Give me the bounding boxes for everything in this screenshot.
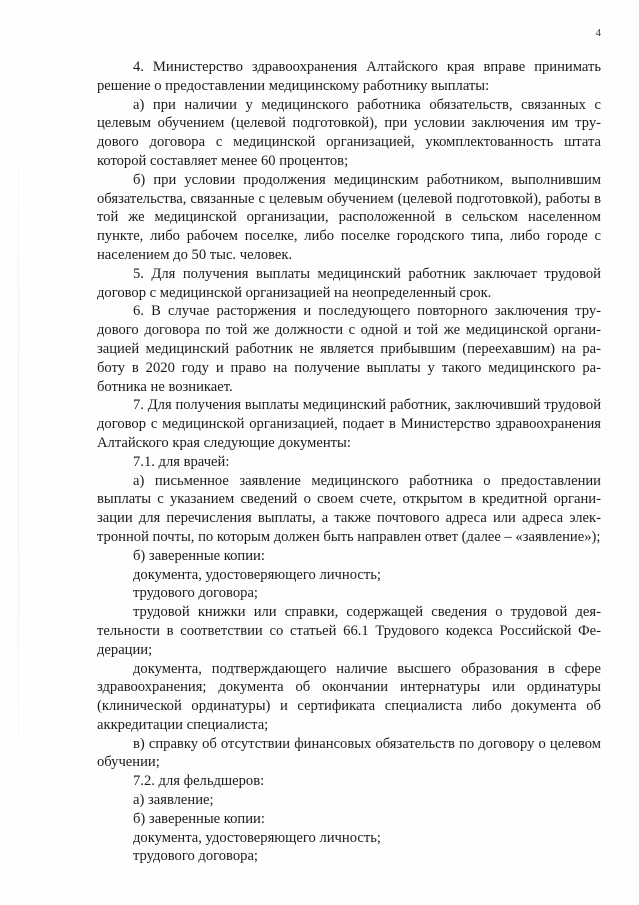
paragraph-7-2a: а) заявление;	[133, 792, 214, 809]
paragraph-7-1a: а) письменное заявление медицинского работника о предоставлении выплаты с указанием сведений о своем счете, открытом в кредитной организации для перечисления выплаты, а также почтового адреса или адреса электронной почты, по которым должен быть направлен ответ (далее – «заявление»);	[97, 472, 601, 545]
paragraph-7-1b-contract: трудового договора;	[133, 585, 258, 602]
document-body	[97, 58, 601, 866]
paragraph-4a: а) при наличии у медицинского работника обязательств, связанных с целевым обучением (целевой подготовкой), при условии заключения им трудового договора с медицинской организацией, укомплектованность штата которой составляет менее 60 процентов;	[97, 96, 601, 169]
paragraph-7-1b-workbook: трудовой книжки или справки, содержащей сведения о трудовой деятельности в соответствии со статьей 66.1 Трудового кодекса Российской Федерации;	[97, 604, 601, 658]
paragraph-7-1b-education: документа, подтверждающего наличие высшего образования в сфере здравоохранения; документа об окончании интернатуры или ординатуры (клинической ординатуры) и сертификата специалиста либо документа об аккредитации специалиста;	[97, 660, 601, 733]
paragraph-7-2b-id: документа, удостоверяющего личность;	[133, 829, 381, 846]
paragraph-7-2b: б) заверенные копии:	[133, 810, 265, 827]
paragraph-7-1b: б) заверенные копии:	[133, 547, 265, 564]
paragraph-7-2b-contract: трудового договора;	[133, 848, 258, 865]
paragraph-6: 6. В случае расторжения и последующего повторного заключения трудового договора по той же должности с одной и той же медицинской организацией медицинский работник не является прибывшим (переехавшим) на работу в 2020 году и право на получение выплаты у такого медицинского работника не возникает.	[97, 303, 601, 395]
paragraph-7-1c: в) справку об отсутствии финансовых обязательств по договору о целевом обучении;	[97, 735, 601, 771]
paragraph-5: 5. Для получения выплаты медицинский работник заключает трудовой договор с медицинской организацией на неопределенный срок.	[97, 265, 601, 301]
paragraph-7: 7. Для получения выплаты медицинский работник, заключивший трудовой договор с медицинской организацией, подает в Министерство здравоохранения Алтайского края следующие документы:	[97, 397, 601, 451]
scan-edge-shadow	[18, 0, 19, 905]
page-number: 4	[595, 27, 601, 39]
paragraph-7-1b-id: документа, удостоверяющего личность;	[133, 566, 381, 583]
paragraph-4b: б) при условии продолжения медицинским работником, выполнившим обязательства, связанные с целевым обучением (целевой подготовкой), работы в той же медицинской организации, расположенной в сельском населенном пункте, либо рабочем поселке, либо поселке городского типа, либо городе с населением до 50 тыс. человек.	[97, 171, 601, 263]
paragraph-7-1: 7.1. для врачей:	[133, 453, 230, 470]
paragraph-4: 4. Министерство здравоохранения Алтайского края вправе принимать решение о предоставлении медицинскому работнику выплаты:	[97, 59, 601, 94]
paragraph-7-2: 7.2. для фельдшеров:	[133, 773, 265, 790]
